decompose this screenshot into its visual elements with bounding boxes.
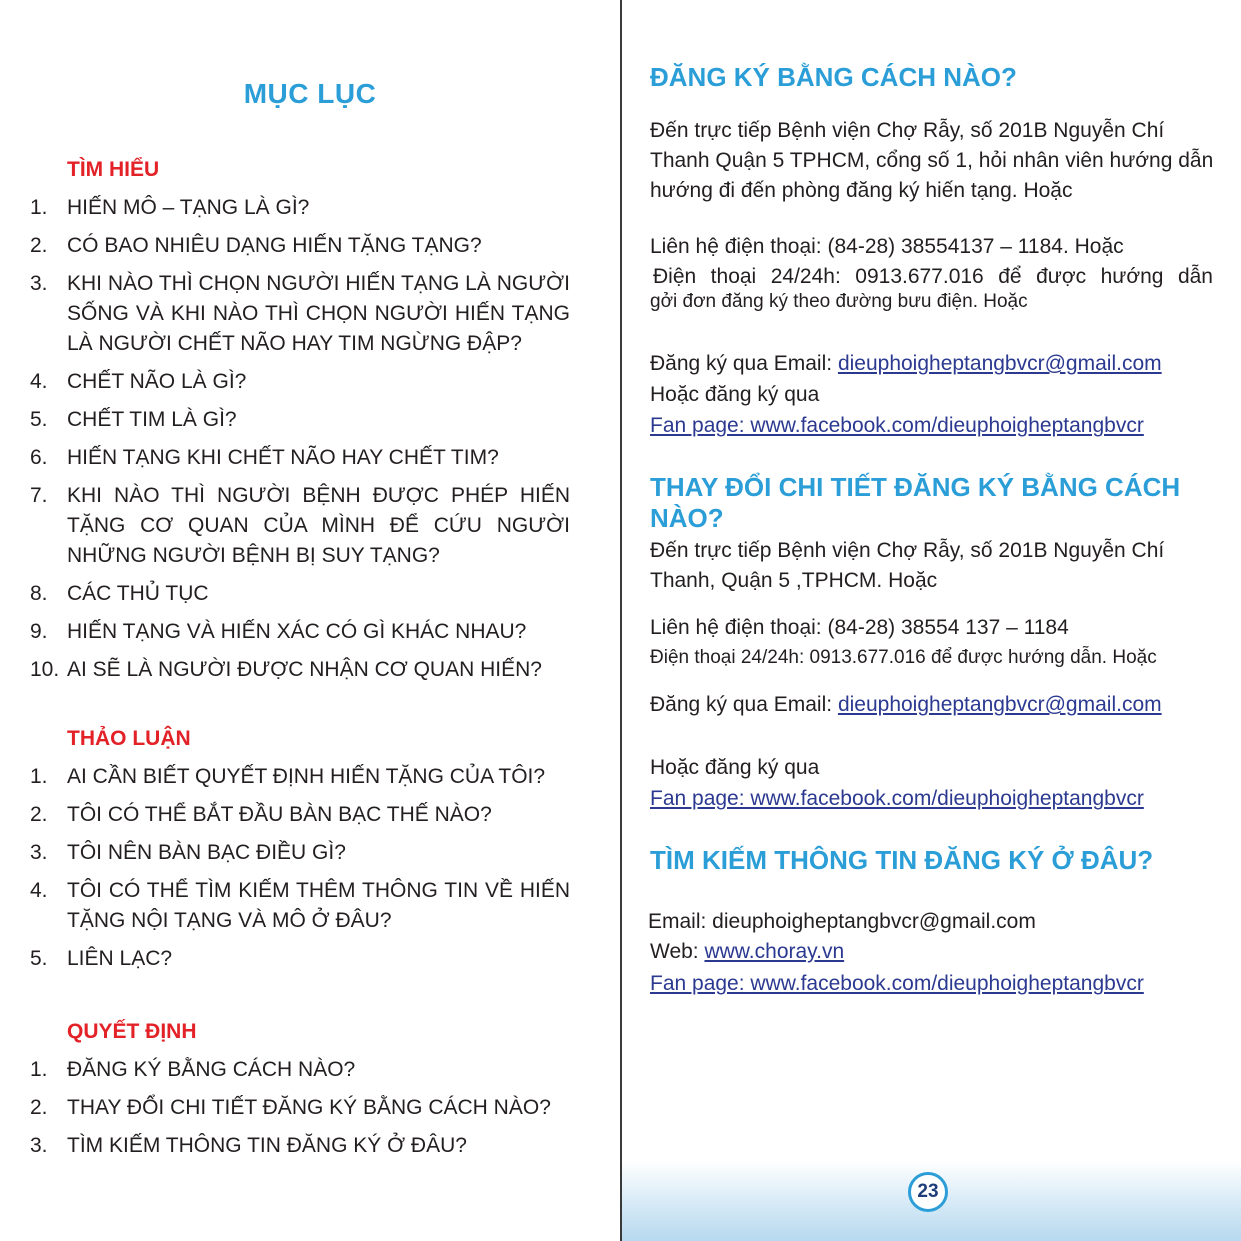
fanpage-link-3[interactable]	[650, 969, 1240, 999]
fanpage-link-2[interactable]	[650, 784, 1240, 814]
toc-item-text: ĐĂNG KÝ BẰNG CÁCH NÀO?	[67, 1058, 356, 1081]
email-link[interactable]: dieuphoigheptangbvcr@gmail.com	[837, 352, 1162, 375]
email-link[interactable]: dieuphoigheptangbvcr@gmail.com	[837, 693, 1162, 716]
heading-dang-ky: ĐĂNG KÝ BẰNG CÁCH NÀO?	[650, 62, 1017, 92]
email-label: Đăng ký qua Email:	[650, 693, 838, 716]
web-label: Web:	[650, 940, 705, 963]
toc-item[interactable]	[0, 231, 600, 261]
toc-item[interactable]	[0, 443, 600, 473]
toc-item-number: 8.	[30, 582, 48, 605]
toc-item-number: 3.	[30, 841, 48, 864]
toc-item-text: THAY ĐỔI CHI TIẾT ĐĂNG KÝ BẰNG CÁCH NÀO?	[67, 1096, 551, 1119]
hotline-line-2: Điện thoại 24/24h: 0913.677.016 để được hướng dẫn. Hoặc	[650, 647, 1157, 668]
toc-item-text: CHẾT TIM LÀ GÌ?	[67, 408, 237, 431]
toc-item-number: 7.	[30, 484, 48, 507]
toc-item-text: AI SẼ LÀ NGƯỜI ĐƯỢC NHẬN CƠ QUAN HIẾN?	[67, 658, 542, 681]
toc-item[interactable]	[0, 1131, 600, 1161]
toc-item-text: TÔI NÊN BÀN BẠC ĐIỀU GÌ?	[67, 841, 346, 864]
toc-item-text: LIÊN LẠC?	[67, 947, 173, 970]
left-page	[0, 0, 620, 1241]
toc-item-number: 1.	[30, 196, 48, 219]
toc-item-text: HIẾN TẠNG VÀ HIẾN XÁC CÓ GÌ KHÁC NHAU?	[67, 620, 527, 643]
toc-item[interactable]	[0, 481, 600, 571]
toc-list-thao-luan	[0, 762, 600, 982]
toc-item-text: TÔI CÓ THỂ BẮT ĐẦU BÀN BẠC THẾ NÀO?	[67, 803, 492, 826]
or-register-label-2: Hoặc đăng ký qua	[650, 756, 820, 779]
web-link[interactable]: www.choray.vn	[704, 940, 845, 963]
heading-thay-doi: THAY ĐỔI CHI TIẾT ĐĂNG KÝ BẰNG CÁCH NÀO?	[650, 472, 1181, 533]
toc-list-quyet-dinh	[0, 1055, 600, 1169]
toc-item-text: KHI NÀO THÌ CHỌN NGƯỜI HIẾN TẠNG LÀ NGƯỜI SỐNG VÀ KHI NÀO THÌ CHỌN NGƯỜI HIẾN TẠNG LÀ NGƯỜI CHẾT NÃO HAY TIM NGỪNG ĐẬP?	[67, 272, 570, 355]
toc-item-number: 5.	[30, 408, 48, 431]
toc-item-text: HIẾN TẠNG KHI CHẾT NÃO HAY CHẾT TIM?	[67, 446, 499, 469]
hotline-line-1: Điện thoại 24/24h: 0913.677.016 để được hướng dẫn	[653, 265, 1213, 288]
toc-item[interactable]	[0, 655, 600, 685]
toc-list-tim-hieu	[0, 193, 600, 693]
heading-tim-kiem: TÌM KIẾM THÔNG TIN ĐĂNG KÝ Ở ĐÂU?	[650, 845, 1154, 875]
phone-line-2: Liên hệ điện thoại: (84-28) 38554 137 – 1184	[650, 616, 1069, 639]
toc-item[interactable]	[0, 800, 600, 830]
toc-item[interactable]	[0, 367, 600, 397]
right-page	[622, 0, 1241, 1241]
toc-item-number: 5.	[30, 947, 48, 970]
fanpage-link-1[interactable]	[650, 411, 1240, 441]
toc-item-text: AI CẦN BIẾT QUYẾT ĐỊNH HIẾN TẶNG CỦA TÔI?	[67, 765, 546, 788]
toc-item-text: CHẾT NÃO LÀ GÌ?	[67, 370, 247, 393]
toc-item-text: TÌM KIẾM THÔNG TIN ĐĂNG KÝ Ở ĐÂU?	[67, 1134, 467, 1157]
toc-item[interactable]	[0, 405, 600, 435]
toc-title: MỤC LỤC	[243, 78, 377, 109]
section-heading-thao-luan: THẢO LUẬN	[67, 727, 191, 750]
toc-item-text: TÔI CÓ THỂ TÌM KIẾM THÊM THÔNG TIN VỀ HIẾN TẶNG NỘI TẠNG VÀ MÔ Ở ĐÂU?	[67, 879, 570, 932]
toc-item-number: 1.	[30, 765, 48, 788]
toc-item[interactable]	[0, 838, 600, 868]
toc-item[interactable]	[0, 193, 600, 223]
email-label: Đăng ký qua Email:	[650, 352, 838, 375]
section-heading-tim-hieu: TÌM HIỂU	[67, 158, 160, 181]
toc-item-number: 6.	[30, 446, 48, 469]
toc-item-number: 1.	[30, 1058, 48, 1081]
fanpage-link[interactable]: Fan page: www.facebook.com/dieuphoigheptangbvcr	[650, 414, 1144, 437]
toc-item[interactable]	[0, 1055, 600, 1085]
toc-item-number: 2.	[30, 803, 48, 826]
toc-item-number: 2.	[30, 234, 48, 257]
toc-item-text: CÁC THỦ TỤC	[67, 582, 209, 605]
toc-item-number: 3.	[30, 272, 48, 295]
toc-item-number: 4.	[30, 370, 48, 393]
toc-item[interactable]	[0, 617, 600, 647]
phone-line-1: Liên hệ điện thoại: (84-28) 38554137 – 1184. Hoặc	[650, 235, 1124, 258]
toc-item[interactable]	[0, 579, 600, 609]
email-line-2	[650, 690, 1220, 720]
toc-item[interactable]	[0, 1093, 600, 1123]
toc-item-number: 3.	[30, 1134, 48, 1157]
email-line-1	[650, 349, 1220, 379]
toc-item[interactable]	[0, 876, 600, 936]
toc-item-text: KHI NÀO THÌ NGƯỜI BỆNH ĐƯỢC PHÉP HIẾN TẶNG CƠ QUAN CỦA MÌNH ĐỂ CỨU NGƯỜI NHỮNG NGƯỜI BỆNH BỊ SUY TẠNG?	[67, 484, 570, 567]
page-number-badge: 23	[908, 1172, 948, 1212]
toc-item[interactable]	[0, 269, 600, 359]
paragraph-address-2: Đến trực tiếp Bệnh viện Chợ Rẫy, số 201B Nguyễn Chí Thanh, Quận 5 ,TPHCM. Hoặc	[650, 539, 1165, 592]
toc-item-number: 9.	[30, 620, 48, 643]
toc-item[interactable]	[0, 762, 600, 792]
toc-item[interactable]	[0, 944, 600, 974]
section-heading-quyet-dinh: QUYẾT ĐỊNH	[67, 1020, 197, 1043]
toc-item-text: CÓ BAO NHIÊU DẠNG HIẾN TẶNG TẠNG?	[67, 234, 482, 257]
web-line	[650, 937, 1220, 967]
email-line-3: Email: dieuphoigheptangbvcr@gmail.com	[648, 910, 1036, 933]
paragraph-address-1: Đến trực tiếp Bệnh viện Chợ Rẫy, số 201B Nguyễn Chí Thanh Quận 5 TPHCM, cổng số 1, hỏi nhân viên hướng dẫn hướng đi đến phòng đăng ký hiến tạng. Hoặc	[650, 119, 1214, 202]
mail-note-1: gởi đơn đăng ký theo đường bưu điện. Hoặc	[650, 291, 1028, 312]
toc-item-number: 10.	[30, 658, 60, 681]
fanpage-link[interactable]: Fan page: www.facebook.com/dieuphoigheptangbvcr	[650, 787, 1144, 810]
or-register-label-1: Hoặc đăng ký qua	[650, 383, 820, 406]
toc-item-text: HIẾN MÔ – TẠNG LÀ GÌ?	[67, 196, 310, 219]
toc-item-number: 4.	[30, 879, 48, 902]
fanpage-link[interactable]: Fan page: www.facebook.com/dieuphoigheptangbvcr	[650, 972, 1144, 995]
toc-item-number: 2.	[30, 1096, 48, 1119]
